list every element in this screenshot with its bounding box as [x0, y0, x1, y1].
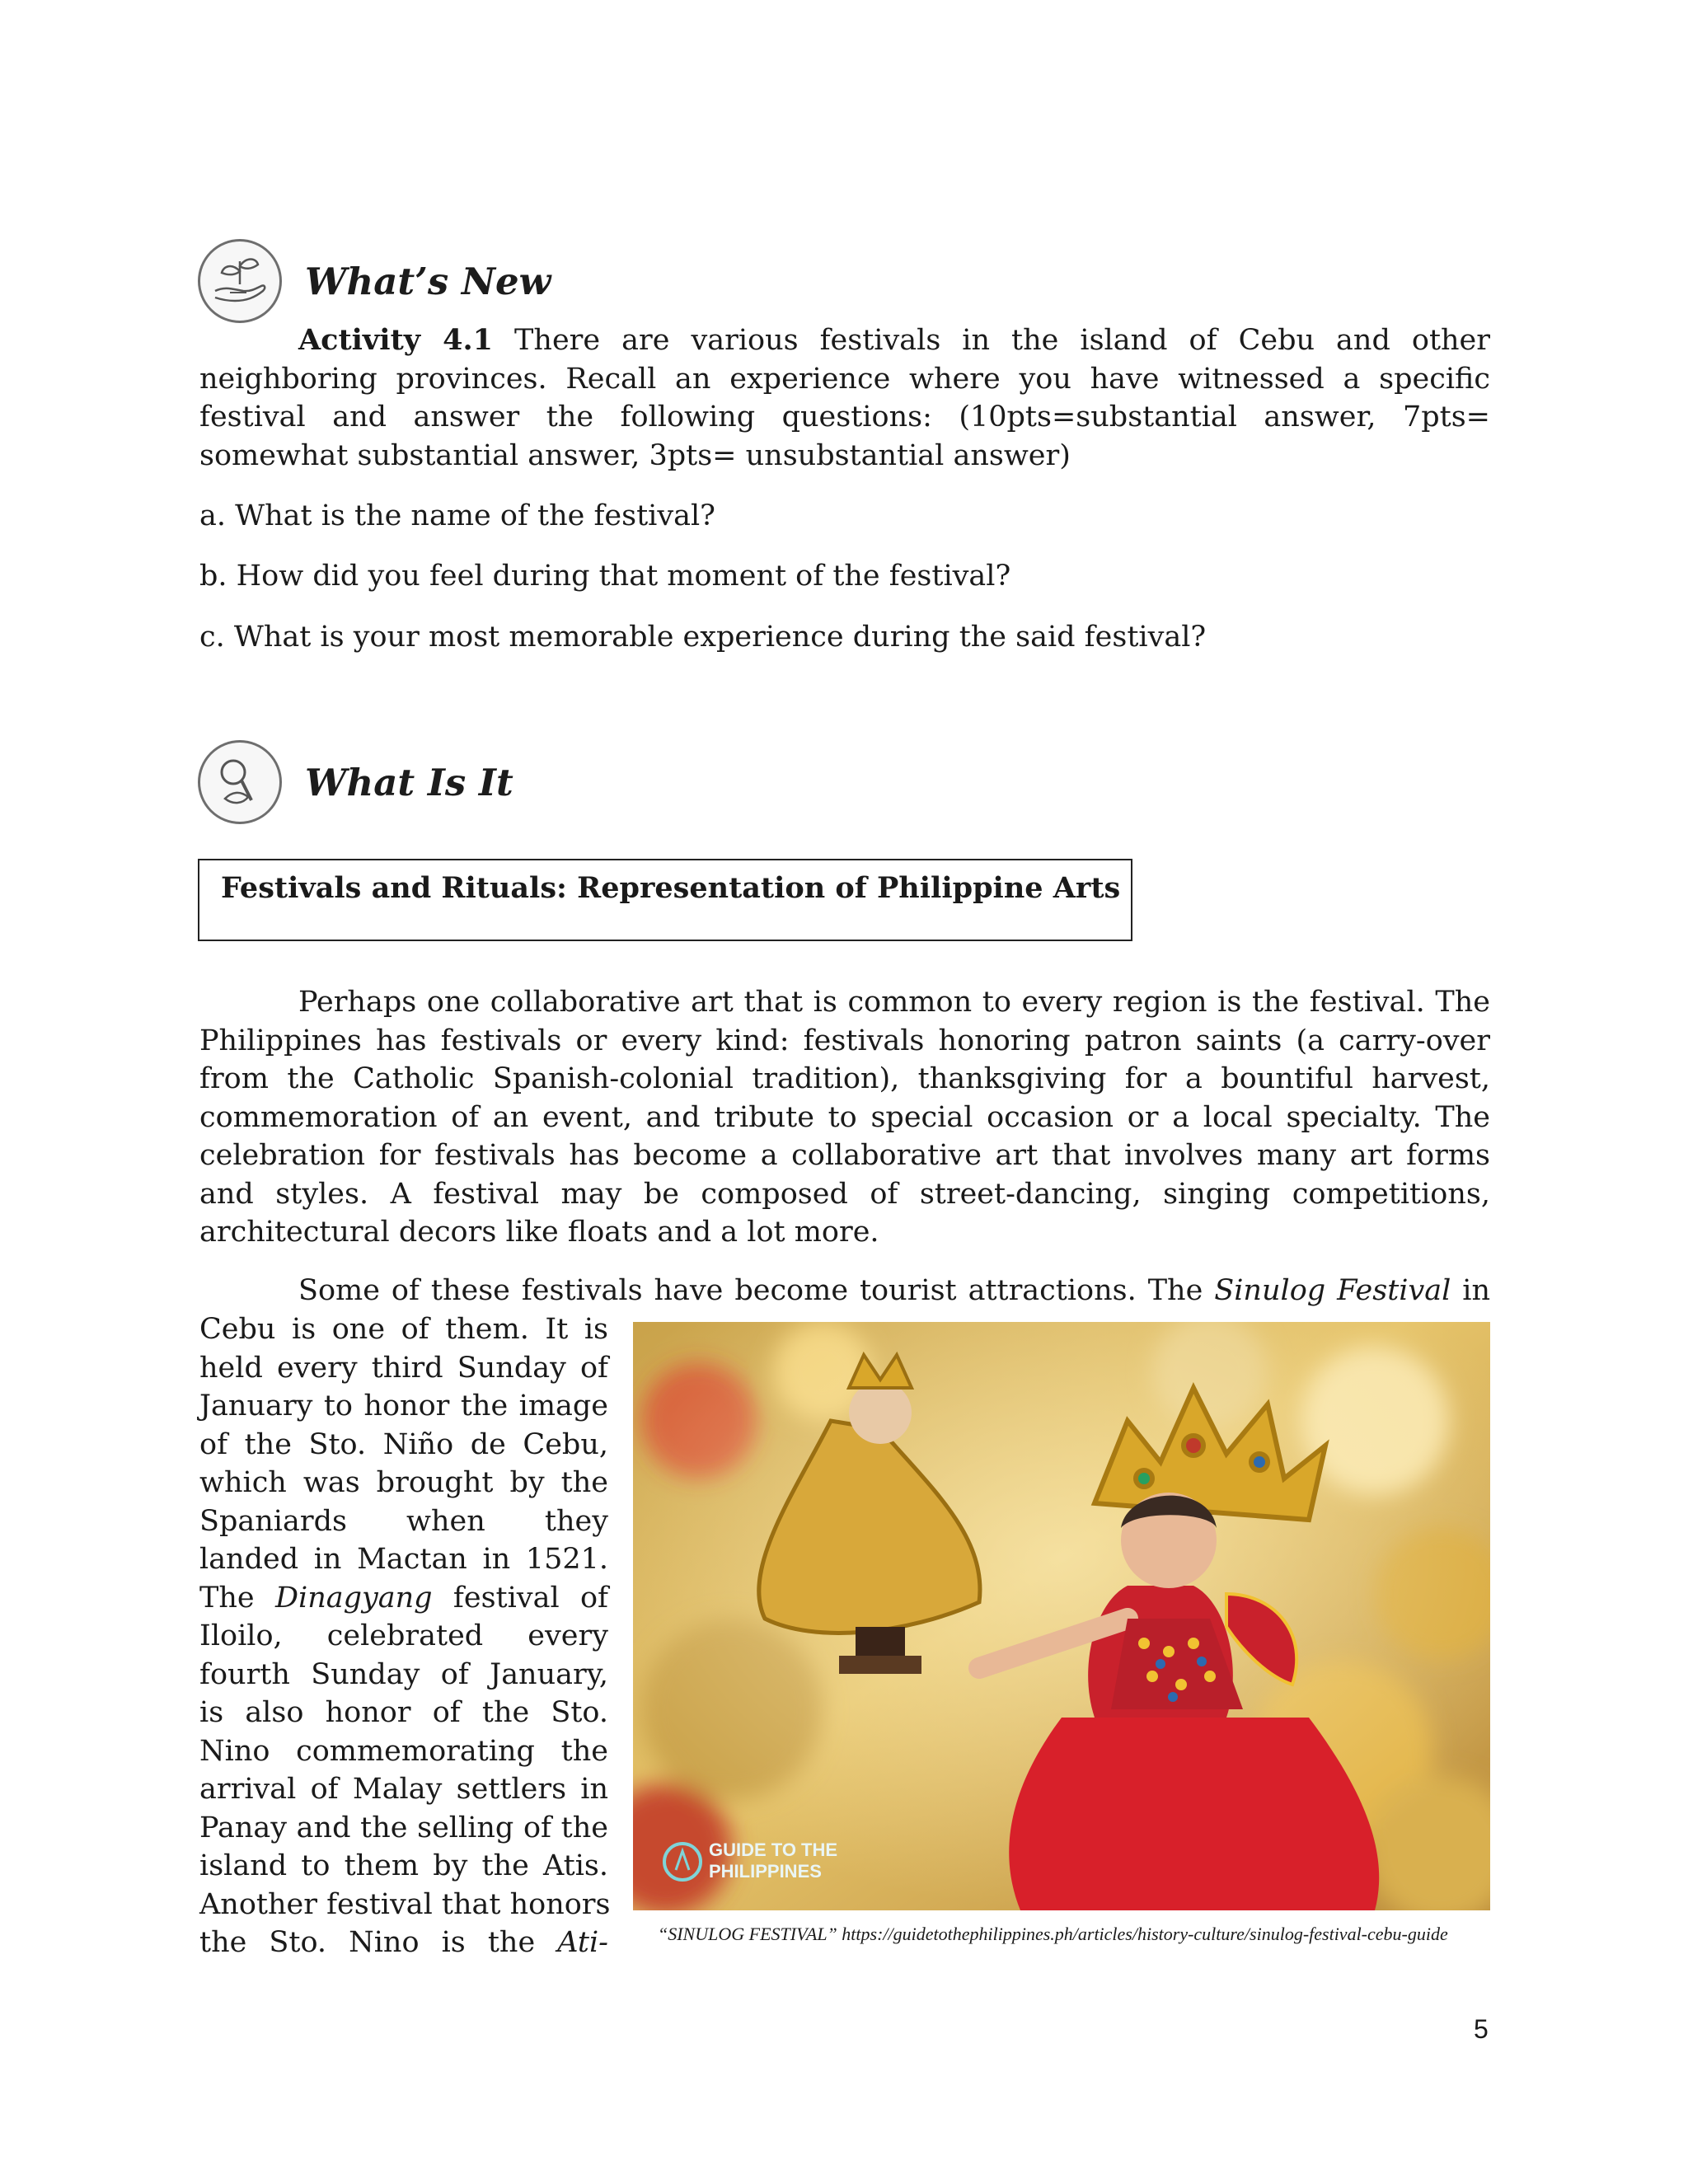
column-line: Panay and the selling of the	[199, 1811, 608, 1844]
column-line: island to them by the Atis.	[199, 1849, 608, 1882]
question-a: a. What is the name of the festival?	[199, 499, 715, 532]
column-line: Iloilo, celebrated every	[199, 1619, 608, 1652]
column-line: Nino commemorating the	[199, 1734, 608, 1768]
tourist-paragraph-first-line	[199, 1272, 1490, 1310]
column-line: Cebu is one of them. It is	[199, 1313, 608, 1346]
question-b: b. How did you feel during that moment of the festival?	[199, 560, 1011, 593]
festival-paragraph	[199, 983, 1490, 1252]
section-title: What’s New	[305, 259, 551, 303]
column-line: held every third Sunday of	[199, 1351, 608, 1385]
column-line: which was brought by the	[199, 1466, 608, 1499]
activity-instructions	[199, 321, 1490, 475]
what-is-it-header	[198, 733, 513, 831]
photo-watermark-line1: GUIDE TO THE	[709, 1840, 838, 1860]
photo-caption: “SINULOG FESTIVAL” https://guidetothephilippines.ph/articles/history-culture/sinulog-festival-cebu-guide	[658, 1924, 1448, 1944]
festival-paragraph-text: Perhaps one collaborative art that is common to every region is the festival. The Philippines has festivals or every kind: festivals honoring patron saints (a carry-over from the Catholic Spanish-colonial tradition), thanksgiving for a bountiful harvest, commemoration of an event, and tribute to special occasion or a local specialty. The celebration for festivals has become a collaborative art that involves many art forms and styles. A festival may be composed of street-dancing, singing competitions, architectural decors like floats and a lot more.	[199, 986, 1490, 1249]
activity-label: Activity 4.1	[298, 323, 494, 357]
photo-watermark-line2: PHILIPPINES	[709, 1861, 822, 1882]
whats-new-header	[198, 232, 551, 330]
column-line: the Sto. Nino is the Ati-	[199, 1926, 608, 1959]
tourist-lead: Some of these festivals have become tourist attractions. The	[298, 1274, 1215, 1307]
column-line: January to honor the image	[199, 1390, 608, 1422]
column-line: Another festival that honors	[199, 1887, 611, 1921]
column-line: Spaniards when they	[199, 1504, 608, 1538]
section-title: What Is It	[305, 760, 513, 804]
column-line: of the Sto. Niño de Cebu,	[199, 1427, 608, 1461]
column-line: is also honor of the Sto.	[199, 1696, 608, 1729]
column-line: The Dinagyang festival of	[199, 1581, 608, 1615]
tourist-tail: in	[1451, 1274, 1490, 1307]
question-c: c. What is your most memorable experience during the said festival?	[199, 621, 1207, 654]
sinulog-festival-italic: Sinulog Festival	[1214, 1274, 1451, 1307]
page-number: 5	[1474, 2014, 1489, 2044]
column-line: fourth Sunday of January,	[199, 1657, 608, 1691]
topic-title-box: Festivals and Rituals: Representation of Philippine Arts	[198, 859, 1132, 941]
magnifying-glass-icon	[198, 740, 282, 824]
activity-text: There are various festivals in the island of Cebu and other neighboring provinces. Recall an experience where you have witnessed a specific festival and answer the following questions: (10pts=substantial answer, 7pts= somewhat substantial answer, 3pts= unsubstantial answer)	[199, 324, 1491, 472]
sinulog-festival-photo	[633, 1322, 1490, 1910]
column-line: landed in Mactan in 1521.	[199, 1543, 608, 1576]
wrapped-text-column	[199, 1310, 611, 1962]
seedling-in-hand-icon	[198, 239, 282, 323]
column-line: arrival of Malay settlers in	[199, 1773, 608, 1806]
